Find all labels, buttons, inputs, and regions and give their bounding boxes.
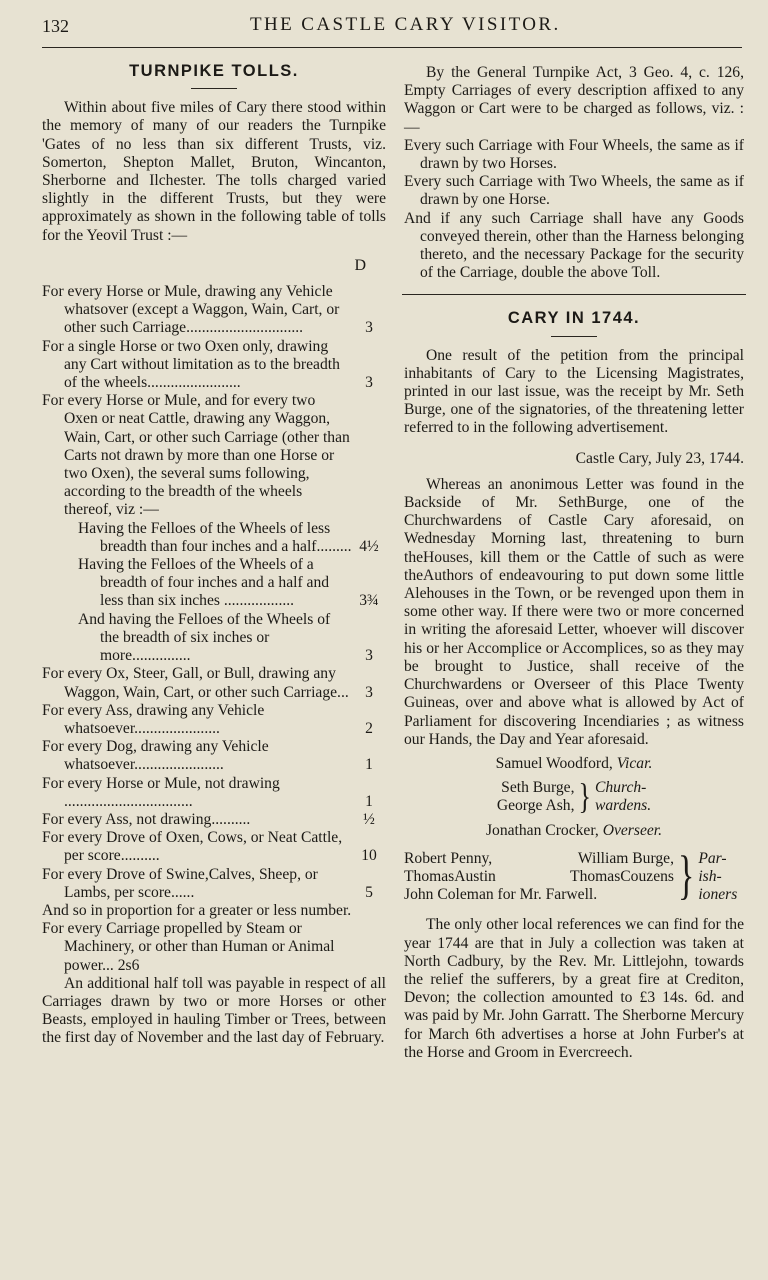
signatory-office: Vicar. (616, 754, 653, 772)
office-line: ioners (698, 886, 738, 904)
cary-heading: CARY IN 1744. (507, 309, 641, 328)
signatory-name: ThomasCouzens (570, 867, 674, 885)
toll-value: ½ (363, 810, 375, 828)
brace-glyph: } (678, 846, 695, 906)
act-item: And if any such Carriage shall have any Goods conveyed therein, other than the Harness belonging thereto, and the necessary Package for the security of the Carriage, double the above Toll. (404, 209, 744, 282)
signatory-office: Overseer. (602, 821, 663, 839)
name-row (404, 886, 674, 904)
office-line: wardens. (594, 797, 652, 815)
running-title: THE CASTLE CARY VISITOR. (250, 14, 561, 35)
toll-row (42, 665, 386, 701)
pence-column-header: D (354, 256, 366, 274)
closing-paragraph: The only other local references we can find for the year 1744 are that in July a collection was taken at North Cadbury, by the Rev. Mr. Littlejohn, towards the relief the sufferers, by a great fire at Crediton, Devon; the collection amounted to £3 14s. 6d. and was paid by Mr. John Garratt. The Sherborne Mercury for March 6th advertises a horse at John Furber's at the Horse and Groom in Evercreech. (404, 916, 744, 1061)
turnpike-heading: TURNPIKE TOLLS. (129, 62, 299, 80)
signatory-names (497, 779, 575, 815)
office-line: Church- (594, 779, 647, 797)
toll-row (42, 738, 386, 774)
toll-value: 3¾ (359, 592, 379, 610)
toll-row (42, 338, 386, 393)
name-row (404, 850, 674, 868)
signatory-name: William Burge, (577, 849, 674, 867)
toll-row (42, 702, 386, 738)
toll-description: For every Ox, Steer, Gall, or Bull, drawing any Waggon, Wain, Cart, or other such Carriage... (42, 665, 349, 701)
toll-value: 3 (365, 683, 373, 701)
signature-parishioners (404, 846, 744, 906)
signatory-name: George Ash, (496, 797, 575, 815)
turnpike-intro: Within about five miles of Cary there stood within the memory of many of our readers the Turnpike 'Gates of no less than six different Trusts, viz. Somerton, Shepton Mallet, Bruton, Wincanton, Sherborne and Ilchester. The tolls charged varied slightly in the different Trusts, but they were approximately as shown in the following table of tolls for the Yeovil Trust :— (42, 99, 386, 244)
toll-description: Having the Felloes of the Wheels of a breadth of four inches and a half and less than six inches .................. (78, 556, 330, 610)
toll-subrow (42, 556, 386, 611)
office-line: ish- (698, 867, 722, 885)
toll-description: For every Horse or Mule, not drawing ................................. (42, 774, 280, 810)
toll-description: For every Drove of Oxen, Cows, or Neat Cattle, per score.......... (42, 829, 343, 865)
brace-glyph: } (578, 776, 591, 817)
toll-value: 5 (365, 883, 373, 901)
left-column (42, 62, 386, 1048)
toll-value: 4½ (359, 537, 379, 555)
toll-value: 3 (365, 319, 373, 337)
toll-value: 2 (365, 719, 373, 737)
closing-paragraph: An additional half toll was payable in respect of all Carriages drawn by two or more Horses or other Beasts, employed in hauling Timber or Trees, between the first day of November and the last day of February. (42, 974, 386, 1047)
toll-description: For every Horse or Mule, drawing any Vehicle whatsover (except a Waggon, Wain, Cart, or other such Carriage.............................. (42, 283, 340, 337)
toll-row (42, 811, 386, 829)
act-intro: By the General Turnpike Act, 3 Geo. 4, c. 126, Empty Carriages of every description affixed to any Waggon or Cart were to be charged as follows, viz. :— (404, 64, 744, 136)
toll-row (42, 829, 386, 865)
signatory-name: Samuel Woodford, (495, 754, 613, 772)
signatory-names (404, 850, 674, 905)
heading-rule (551, 336, 597, 337)
toll-value: 1 (365, 792, 373, 810)
page-number: 132 (42, 16, 69, 36)
name-row (404, 868, 674, 886)
toll-description: For every Drove of Swine,Calves, Sheep, or Lambs, per score...... (42, 865, 318, 901)
header-rule (42, 47, 742, 48)
toll-row (42, 283, 386, 338)
advert-dateline: Castle Cary, July 23, 1744. (575, 449, 744, 467)
right-column (404, 64, 744, 1062)
toll-description: For every Dog, drawing any Vehicle whatsoever....................... (42, 738, 269, 774)
toll-table (42, 283, 386, 975)
toll-row (42, 775, 386, 811)
toll-value: 10 (361, 847, 377, 865)
toll-value: 3 (365, 374, 373, 392)
act-item: Every such Carriage with Two Wheels, the same as if drawn by one Horse. (404, 173, 744, 209)
signatory-office (595, 779, 651, 815)
toll-description: For every Carriage propelled by Steam or Machinery, or other than Human or Animal power... 2s6 (42, 920, 335, 974)
heading-rule (191, 88, 237, 89)
signatory-name: Seth Burge, (501, 779, 575, 797)
act-item: Every such Carriage with Four Wheels, the same as if drawn by two Horses. (404, 136, 744, 173)
toll-description: For every Ass, drawing any Vehicle whatsoever...................... (42, 701, 265, 737)
signatory-name: John Coleman for Mr. Farwell. (404, 886, 598, 904)
toll-row (42, 392, 386, 519)
signatory-office (698, 850, 737, 905)
toll-subrow (42, 520, 386, 556)
toll-value: 3 (365, 647, 373, 665)
cary-paragraph: One result of the petition from the principal inhabitants of Cary to the Licensing Magistrates, printed in our last issue, was the receipt by Mr. Seth Burge, one of the signatories, of the threatening letter referred to in the following advertisement. (404, 346, 744, 437)
toll-value: 1 (365, 756, 373, 774)
signature-vicar (404, 755, 744, 773)
toll-row (42, 866, 386, 902)
toll-description: And having the Felloes of the Wheels of the breadth of six inches or more............... (78, 610, 331, 665)
signatory-name: Jonathan Crocker, (485, 821, 599, 839)
toll-description: For a single Horse or two Oxen only, drawing any Cart without limitation as to the breadth of the wheels........................ (42, 337, 340, 392)
toll-subrow (42, 611, 386, 666)
signatory-name: ThomasAustin (404, 867, 496, 885)
signatory-name: Robert Penny, (404, 849, 493, 867)
section-rule (402, 294, 746, 295)
toll-description: And so in proportion for a greater or less number. (42, 901, 352, 919)
toll-row (42, 902, 386, 920)
toll-row (42, 920, 386, 975)
toll-description: Having the Felloes of the Wheels of less breadth than four inches and a half......... (78, 519, 352, 555)
signature-overseer (404, 822, 744, 840)
advertisement-text: Whereas an anonimous Letter was found in the Backside of Mr. SethBurge, one of the Churchwardens of Castle Cary aforesaid, on Wednesday Morning last, threatening to burn theHouses, kill them or the Cattle of such as were theAuthors of endeavouring to put down some little Alehouses in the Town, or be revenged upon them in some other way. If there were two or more concerned in writing the aforesaid Letter, whoever will discover his or her Accomplice or Accomplices, so as they may be brought to Justice, shall receive of the Churchwardens or Overseer of this Place Twenty Guineas, over and above what is allowed by Act of Parliament for discovering Incendiaries ; as witness our Hands, the Day and Year aforesaid. (404, 475, 744, 748)
office-line: Par- (698, 849, 727, 867)
toll-description: For every Horse or Mule, and for every two Oxen or neat Cattle, drawing any Waggon, Wain, Cart, or other such Carriage (other than Carts not drawn by more than one Horse or two Oxen), the several sums following, according to the breadth of the wheels thereof, viz :— (42, 392, 350, 519)
signature-churchwardens (404, 776, 744, 817)
toll-description: For every Ass, not drawing.......... (42, 810, 251, 828)
